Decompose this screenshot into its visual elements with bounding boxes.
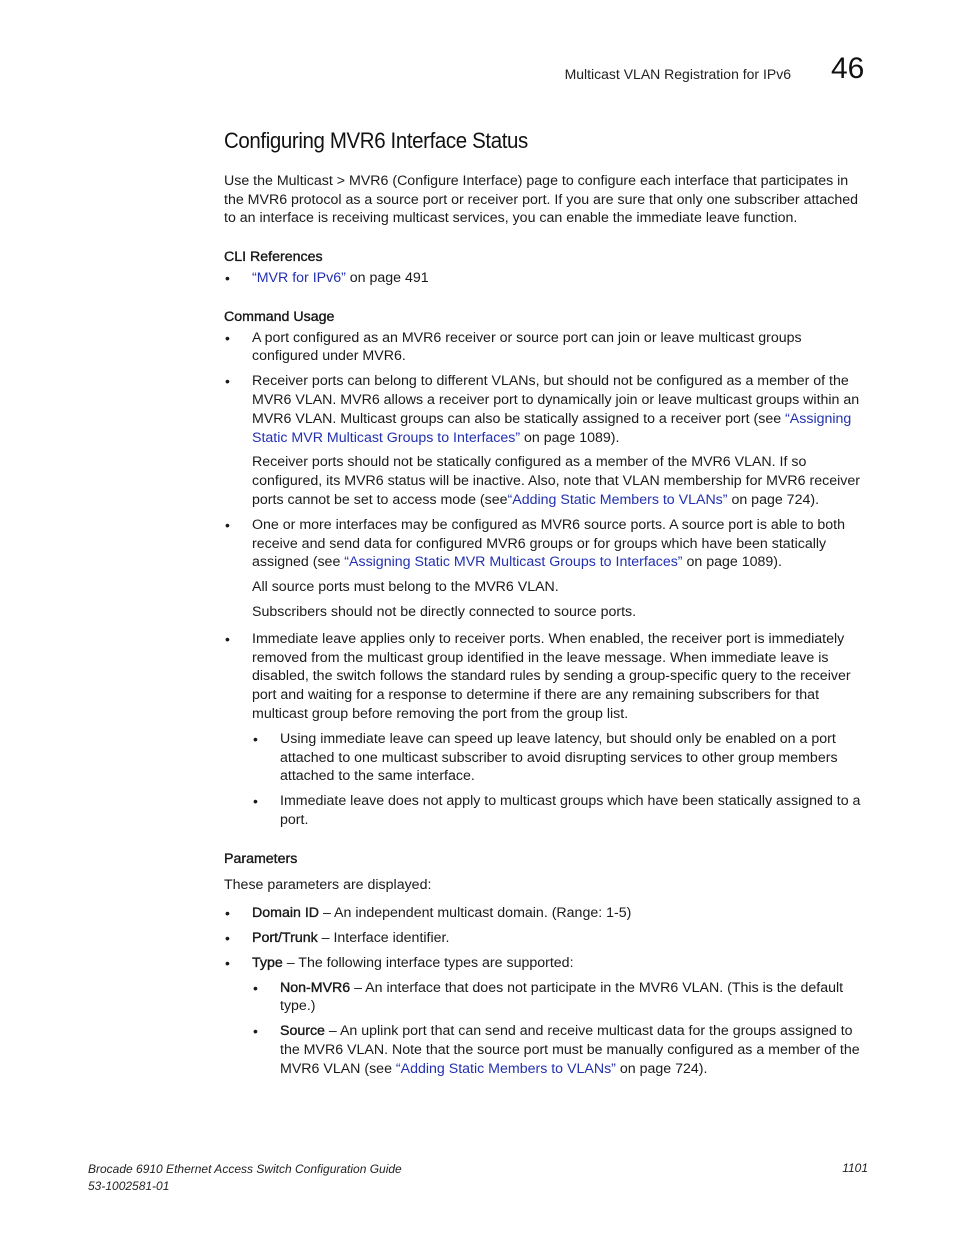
chapter-number: 46 [831,52,865,85]
list-item-text: A port configured as an MVR6 receiver or source port can join or leave multicast groups configured under MVR6. [252,329,802,365]
footer-guide-info [88,1161,402,1195]
cli-references-heading: CLI References [224,249,323,266]
running-header-title: Multicast VLAN Registration for IPv6 [564,66,791,82]
parameter-desc: – Interface identifier. [317,930,450,947]
bullet-icon: • [225,329,230,346]
footer-page-number: 1101 [842,1161,868,1175]
bullet-icon: • [253,793,258,810]
cli-references-list [224,269,869,288]
parameter-desc: – An independent multicast domain. (Range: 1-5) [319,905,632,922]
list-item [224,372,869,510]
sub-list-item [252,792,869,830]
sub-list [252,979,869,1079]
bullet-icon: • [225,373,230,390]
cli-reference-link[interactable]: “MVR for IPv6” [252,269,346,286]
list-item-text: Receiver ports can belong to different VLANs, but should not be configured as a member of the MVR6 VLAN. MVR6 allows a receiver port to dynamically join or leave multicast groups within an MVR6 VLAN. Multicast groups can also be statically assigned to a receiver port (see [252,373,860,427]
bullet-icon: • [225,269,230,286]
list-item [224,329,869,367]
sub-list-item [252,1022,869,1078]
cli-reference-page: on page 491 [345,269,429,286]
list-item [224,904,869,923]
intro-paragraph: Use the Multicast > MVR6 (Configure Interface) page to configure each interface that participates in the MVR6 protocol as a source port or receiver port. If you are sure that only one subscriber attached to an interface is receiving multicast services, you can enable the immediate leave function. [224,172,859,227]
sub-list-item [252,979,869,1017]
list-item [224,269,869,288]
bullet-icon: • [225,930,230,947]
list-item [224,630,869,830]
xref-link[interactable]: “Adding Static Members to VLANs” [507,491,728,508]
parameter-term: Type [252,954,283,971]
bullet-icon: • [253,979,258,996]
list-item-continuation: All source ports must belong to the MVR6 VLAN. [252,579,559,596]
list-item [224,929,869,948]
parameters-heading: Parameters [224,850,298,867]
list-item-text: Immediate leave does not apply to multicast groups which have been statically assigned to a port. [280,793,861,828]
bullet-icon: • [225,516,230,533]
list-item-continuation: Subscribers should not be directly connected to source ports. [252,603,637,620]
list-item-text: on page 1089). [520,429,620,446]
parameter-desc: – The following interface types are supported: [282,954,574,971]
parameter-term: Source [280,1023,325,1040]
xref-link[interactable]: “Assigning Static MVR Multicast Groups to Interfaces” [252,410,852,446]
parameter-term: Domain ID [252,905,320,922]
parameter-desc: – An uplink port that can send and receive multicast data for the groups assigned to the MVR6 VLAN. Note that the source port must be manually configured as a member of the MVR6 VLAN (see [280,1023,860,1077]
parameter-term: Port/Trunk [252,930,318,947]
bullet-icon: • [253,1023,258,1040]
command-usage-heading: Command Usage [224,308,335,325]
section-heading: Configuring MVR6 Interface Status [224,128,528,153]
parameter-desc: – An interface that does not participate in the MVR6 VLAN. (This is the default type.) [280,979,844,1015]
parameters-intro: These parameters are displayed: [224,876,432,893]
list-item [224,954,869,1079]
xref-link[interactable]: “Assigning Static MVR Multicast Groups to Interfaces” [344,554,683,571]
bullet-icon: • [225,905,230,922]
sub-list [252,730,869,830]
list-item-text: Immediate leave applies only to receiver ports. When enabled, the receiver port is immediately removed from the multicast group identified in the leave message. When immediate leave is disabled, the switch follows the standard rules by sending a group-specific query to the receiver port and waiting for a response to determine if there are any remaining subscribers for that multicast group before removing the port from the group list. [252,630,851,722]
sub-list-item [252,730,869,786]
list-item [224,516,869,622]
parameter-desc: on page 724). [615,1060,708,1077]
bullet-icon: • [225,954,230,971]
bullet-icon: • [253,730,258,747]
parameter-term: Non-MVR6 [280,979,351,996]
xref-link[interactable]: “Adding Static Members to VLANs” [395,1060,616,1077]
parameters-list [224,904,869,1078]
list-item-text: One or more interfaces may be configured as MVR6 source ports. A source port is able to both receive and send data for configured MVR6 groups or for groups which have been statically assigned (see [252,516,846,571]
bullet-icon: • [225,630,230,647]
footer-guide-title: Brocade 6910 Ethernet Access Switch Configuration Guide [88,1162,402,1176]
list-item-text: on page 1089). [682,554,782,571]
list-item-continuation: Receiver ports should not be statically configured as a member of the MVR6 VLAN. If so configured, its MVR6 status will be inactive. Also, note that VLAN membership for MVR6 receiver ports cannot be set to access mode (see“Adding Static Members to VLANs” on page 724). [252,454,860,508]
command-usage-list [224,329,869,830]
page-content [224,128,869,1079]
list-item-text: Using immediate leave can speed up leave latency, but should only be enabled on a port attached to one multicast subscriber to avoid disrupting services to other group members attached to the same interface. [280,730,838,785]
footer-doc-number: 53-1002581-01 [88,1179,170,1193]
